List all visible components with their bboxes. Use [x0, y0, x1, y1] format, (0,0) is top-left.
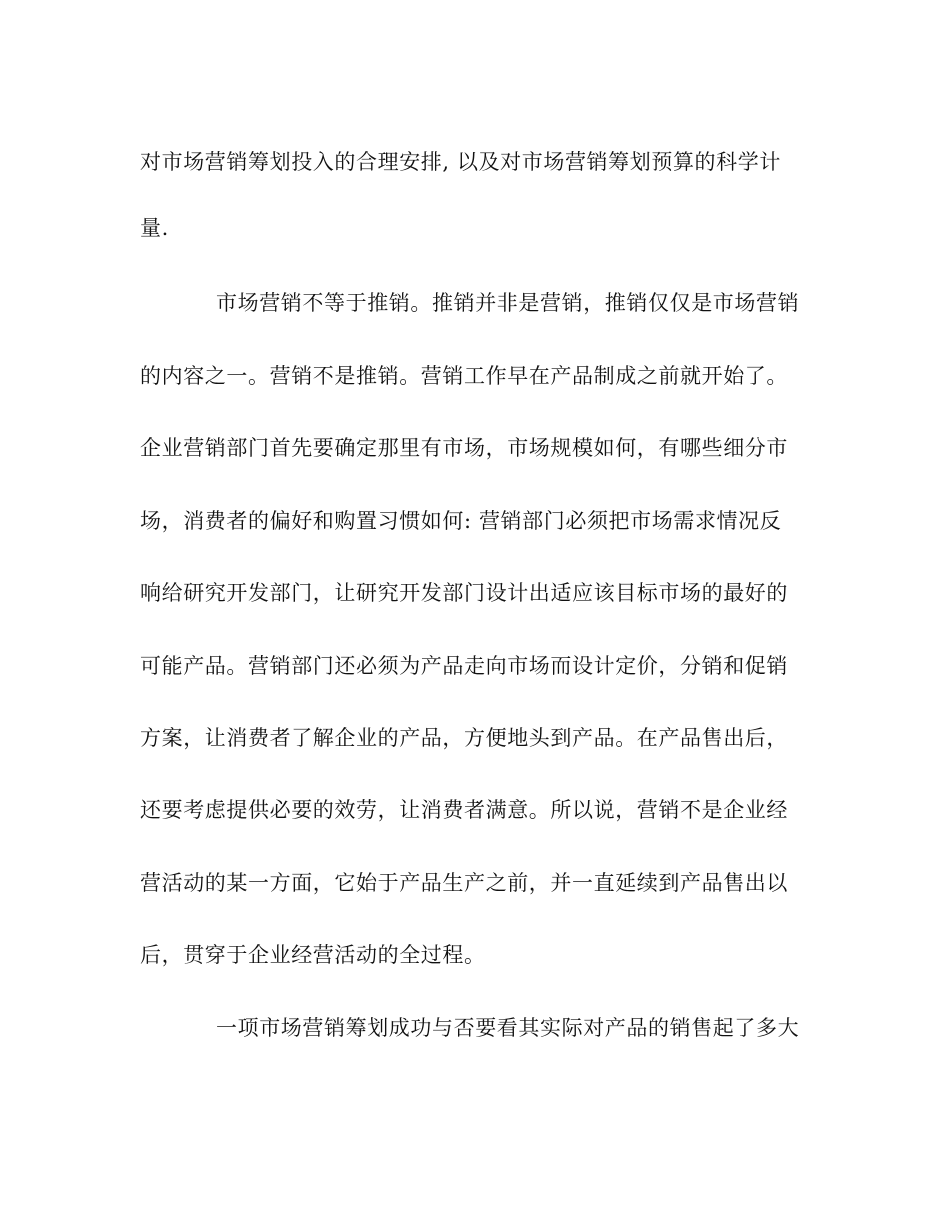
paragraph-line-5: 企业营销部门首先要确定那里有市场，市场规模如何，有哪些细分市	[140, 436, 788, 460]
paragraph-line-11: 营活动的某一方面，它始于产品生产之前，并一直延续到产品售出以	[140, 871, 788, 895]
paragraph-line-9: 方案，让消费者了解企业的产品，方便地头到产品。在产品售出后，	[140, 726, 788, 750]
paragraph-line-7: 响给研究开发部门，让研究开发部门设计出适应该目标市场的最好的	[140, 581, 788, 605]
paragraph-line-8: 可能产品。营销部门还必须为产品走向市场而设计定价，分销和促销	[140, 654, 788, 678]
paragraph-line-10: 还要考虑提供必要的效劳，让消费者满意。所以说，营销不是企业经	[140, 798, 788, 822]
paragraph-line-13: 一项市场营销筹划成功与否要看其实际对产品的销售起了多大	[216, 1016, 800, 1040]
paragraph-line-3: 市场营销不等于推销。推销并非是营销，推销仅仅是市场营销	[216, 291, 800, 315]
paragraph-line-2: 量.	[140, 216, 169, 240]
paragraph-line-4: 的内容之一。营销不是推销。营销工作早在产品制成之前就开始了。	[140, 364, 788, 388]
paragraph-line-12: 后，贯穿于企业经营活动的全过程。	[140, 943, 486, 967]
paragraph-line-1: 对市场营销筹划投入的合理安排, 以及对市场营销筹划预算的科学计	[140, 150, 781, 174]
paragraph-line-6: 场，消费者的偏好和购置习惯如何: 营销部门必须把市场需求情况反	[140, 509, 782, 533]
